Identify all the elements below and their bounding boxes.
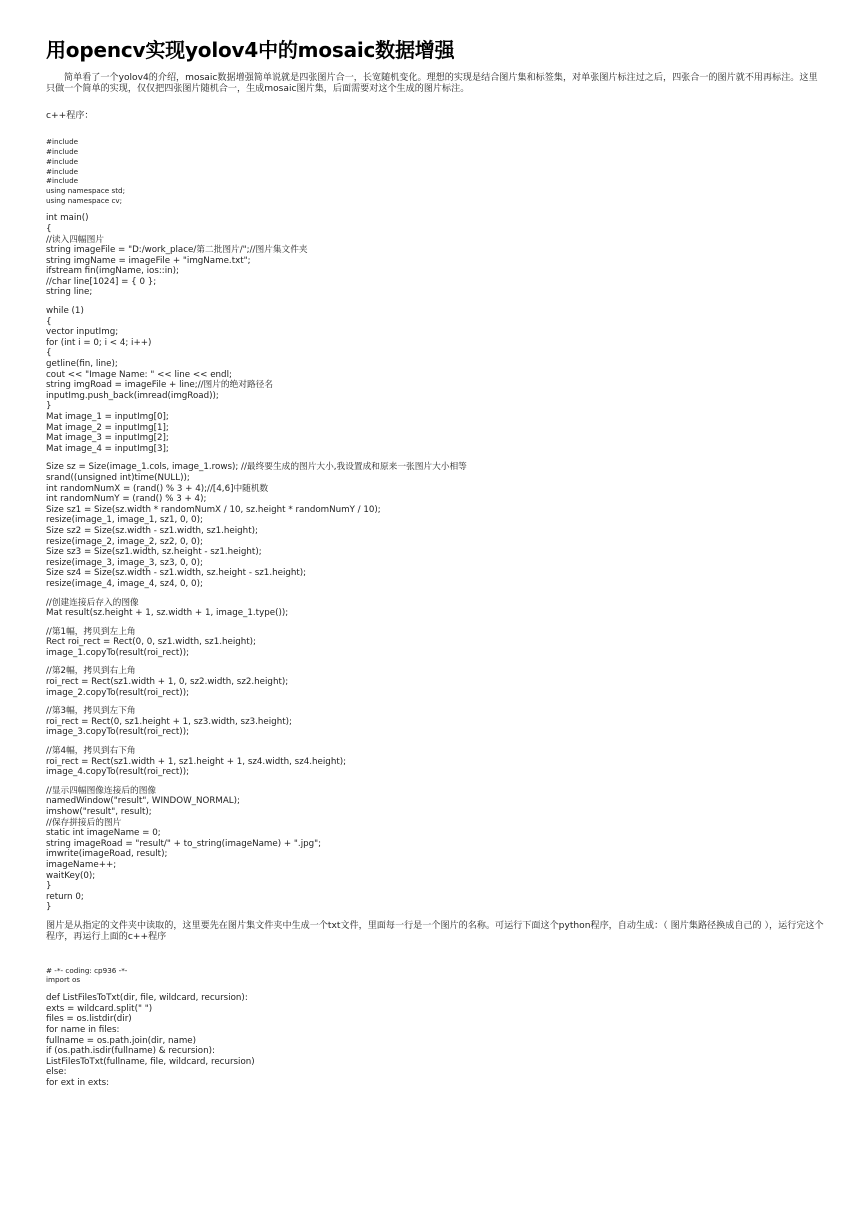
page-title: 用opencv实现yolov4中的mosaic数据增强 bbox=[46, 38, 455, 62]
code-line: for (int i = 0; i < 4; i++) bbox=[46, 337, 152, 348]
code-line: image_1.copyTo(result(roi_rect)); bbox=[46, 647, 190, 658]
code-line: resize(image_1, image_1, sz1, 0, 0); bbox=[46, 515, 203, 526]
code-line: #include bbox=[46, 137, 79, 147]
code-line: image_3.copyTo(result(roi_rect)); bbox=[46, 727, 190, 738]
code-line: Rect roi_rect = Rect(0, 0, sz1.width, sz1.height); bbox=[46, 637, 256, 648]
code-line: //创建连接后存入的图像 bbox=[46, 597, 139, 608]
code-python-header bbox=[46, 966, 826, 985]
intro-paragraph: 简单看了一个yolov4的介绍，mosaic数据增强简单说就是四张图片合一，长宽随机变化。理想的实现是结合图片集和标签集，对单张图片标注过之后，四张合一的图片就不用再标注。这里只做一个简单的实现，仅仅把四张图片随机合一，生成mosaic图片集，后面需要对这个生成的图片标注。 bbox=[46, 73, 818, 95]
code-line: //第3幅，拷贝到左下角 bbox=[46, 706, 136, 717]
code-line: using namespace std; bbox=[46, 185, 125, 195]
code-line: fullname = os.path.join(dir, name) bbox=[46, 1035, 197, 1046]
code-line: } bbox=[46, 881, 52, 892]
code-line: namedWindow("result", WINDOW_NORMAL); bbox=[46, 796, 240, 807]
code-line: waitKey(0); bbox=[46, 870, 96, 881]
code-line: roi_rect = Rect(0, sz1.height + 1, sz3.width, sz3.height); bbox=[46, 716, 292, 727]
code-copy-4 bbox=[46, 746, 826, 778]
code-line: ifstream fin(imgName, ios::in); bbox=[46, 266, 179, 277]
code-line: for ext in exts: bbox=[46, 1077, 110, 1088]
code-line: roi_rect = Rect(sz1.width + 1, 0, sz2.width, sz2.height); bbox=[46, 677, 289, 688]
code-line: image_2.copyTo(result(roi_rect)); bbox=[46, 687, 190, 698]
code-line: using namespace cv; bbox=[46, 195, 123, 205]
code-line: string imgRoad = imageFile + line;//图片的绝对路径名 bbox=[46, 380, 274, 391]
code-line: #include bbox=[46, 147, 79, 157]
code-line: inputImg.push_back(imread(imgRoad)); bbox=[46, 390, 219, 401]
code-create-result bbox=[46, 598, 826, 619]
code-line: #include bbox=[46, 166, 79, 176]
code-line: { bbox=[46, 316, 52, 327]
code-line: ListFilesToTxt(fullname, file, wildcard, recursion) bbox=[46, 1056, 255, 1067]
code-line: //第4幅，拷贝到右下角 bbox=[46, 746, 136, 757]
code-line: string line; bbox=[46, 287, 93, 298]
code-copy-3 bbox=[46, 706, 826, 738]
code-line: def ListFilesToTxt(dir, file, wildcard, recursion): bbox=[46, 993, 248, 1004]
code-line: imshow("result", result); bbox=[46, 807, 152, 818]
code-line: Mat image_3 = inputImg[2]; bbox=[46, 433, 169, 444]
code-line: //读入四幅图片 bbox=[46, 234, 104, 245]
code-line: //char line[1024] = { 0 }; bbox=[46, 276, 157, 287]
code-line: } bbox=[46, 401, 52, 412]
code-line: while (1) bbox=[46, 306, 84, 317]
code-line: return 0; bbox=[46, 891, 84, 902]
code-main-head bbox=[46, 213, 826, 298]
code-line: vector inputImg; bbox=[46, 327, 119, 338]
code-line: string imgName = imageFile + "imgName.txt"; bbox=[46, 255, 251, 266]
code-line: int randomNumY = (rand() % 3 + 4); bbox=[46, 494, 207, 505]
code-copy-2 bbox=[46, 666, 826, 698]
code-copy-1 bbox=[46, 627, 826, 659]
article bbox=[46, 36, 826, 1089]
code-line: string imageFile = "D:/work_place/第二批图片/";//图片集文件夹 bbox=[46, 245, 308, 256]
code-line: #include bbox=[46, 176, 79, 186]
code-line: Mat image_1 = inputImg[0]; bbox=[46, 412, 169, 423]
code-line: imwrite(imageRoad, result); bbox=[46, 849, 168, 860]
code-python-body bbox=[46, 993, 826, 1088]
code-line: # -*- coding: cp936 -*- bbox=[46, 965, 128, 975]
code-line: Mat result(sz.height + 1, sz.width + 1, image_1.type()); bbox=[46, 608, 289, 619]
code-line: if (os.path.isdir(fullname) & recursion): bbox=[46, 1046, 215, 1057]
code-line: } bbox=[46, 902, 52, 913]
code-line: else: bbox=[46, 1067, 67, 1078]
code-resize bbox=[46, 462, 826, 589]
code-line: resize(image_4, image_4, sz4, 0, 0); bbox=[46, 578, 203, 589]
code-line: Mat image_4 = inputImg[3]; bbox=[46, 443, 169, 454]
code-line: #include bbox=[46, 156, 79, 166]
code-line: string imageRoad = "result/" + to_string(imageName) + ".jpg"; bbox=[46, 838, 322, 849]
cpp-label: c++程序： bbox=[46, 111, 94, 122]
code-read-loop bbox=[46, 306, 826, 454]
code-line: Size sz2 = Size(sz.width - sz1.width, sz1.height); bbox=[46, 525, 258, 536]
code-line: //第1幅，拷贝到左上角 bbox=[46, 626, 136, 637]
code-line: getline(fin, line); bbox=[46, 359, 118, 370]
code-line: srand((unsigned int)time(NULL)); bbox=[46, 472, 190, 483]
code-line: //保存拼接后的图片 bbox=[46, 817, 122, 828]
code-line: int randomNumX = (rand() % 3 + 4);//[4,6]中随机数 bbox=[46, 483, 269, 494]
code-line: //第2幅，拷贝到右上角 bbox=[46, 666, 136, 677]
code-line: { bbox=[46, 348, 52, 359]
code-line: resize(image_3, image_3, sz3, 0, 0); bbox=[46, 557, 203, 568]
code-show-save bbox=[46, 786, 826, 913]
code-line: static int imageName = 0; bbox=[46, 828, 161, 839]
code-line: image_4.copyTo(result(roi_rect)); bbox=[46, 767, 190, 778]
code-line: //显示四幅图像连接后的图像 bbox=[46, 785, 157, 796]
code-line: Size sz4 = Size(sz.width - sz1.width, sz.height - sz1.height); bbox=[46, 568, 307, 579]
python-explanation: 图片是从指定的文件夹中读取的，这里要先在图片集文件夹中生成一个txt文件，里面每一行是一个图片的名称。可运行下面这个python程序，自动生成：（ 图片集路径换成自己的 ），运行完这个程序，再运行上面的c++程序 bbox=[46, 920, 824, 943]
code-line: Size sz3 = Size(sz1.width, sz.height - sz1.height); bbox=[46, 547, 262, 558]
code-line: files = os.listdir(dir) bbox=[46, 1014, 132, 1025]
code-includes bbox=[46, 137, 826, 205]
code-line: for name in files: bbox=[46, 1024, 120, 1035]
code-line: imageName++; bbox=[46, 859, 117, 870]
code-line: { bbox=[46, 223, 52, 234]
code-line: cout << "Image Name: " << line << endl; bbox=[46, 369, 232, 380]
code-line: int main() bbox=[46, 213, 89, 224]
code-line: roi_rect = Rect(sz1.width + 1, sz1.height + 1, sz4.width, sz4.height); bbox=[46, 756, 347, 767]
code-line: Mat image_2 = inputImg[1]; bbox=[46, 422, 169, 433]
code-line: Size sz1 = Size(sz.width * randomNumX / 10, sz.height * randomNumY / 10); bbox=[46, 504, 381, 515]
code-line: import os bbox=[46, 975, 81, 985]
code-line: Size sz = Size(image_1.cols, image_1.rows); //最终要生成的图片大小,我设置成和原来一张图片大小相等 bbox=[46, 462, 467, 473]
code-line: exts = wildcard.split(" ") bbox=[46, 1003, 153, 1014]
code-line: resize(image_2, image_2, sz2, 0, 0); bbox=[46, 536, 203, 547]
